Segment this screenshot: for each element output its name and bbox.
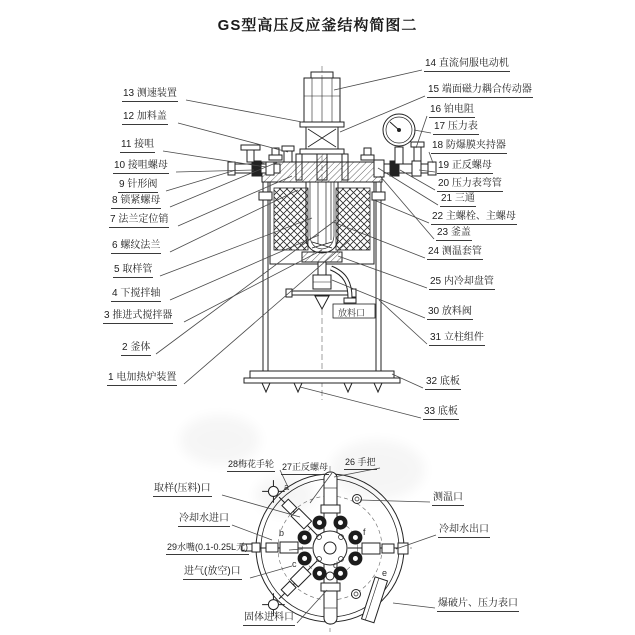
label-discharge-port-tag: 放料口 <box>338 308 366 318</box>
label-cooling-water-outlet: 冷却水出口 <box>438 524 490 538</box>
base-plate-drawing <box>244 371 400 392</box>
label-needle-valve: 9 针形阀 <box>118 179 158 193</box>
port-letter-e: e <box>382 568 388 578</box>
label-lock-nut: 8 锁紧螺母 <box>111 195 161 209</box>
label-thermowell: 24 测温套管 <box>427 246 483 260</box>
dc-servo-motor-drawing <box>304 72 340 122</box>
label-handle: 26 手把 <box>344 456 377 470</box>
label-threaded-flange: 6 螺纹法兰 <box>111 240 161 254</box>
label-speed-device: 13 测速装置 <box>122 88 178 102</box>
label-rupture-disc-holder: 18 防爆膜夹持器 <box>431 140 507 154</box>
label-gauge-bend-pipe: 20 压力表弯管 <box>437 178 503 192</box>
label-nozzle: 11 接咀 <box>120 139 155 153</box>
label-rupture-disc-port: 爆破片、压力表口 <box>437 598 519 612</box>
port-letter-c: c <box>292 559 297 569</box>
label-sampling-tube: 5 取样管 <box>113 264 153 278</box>
port-letter-a: a <box>284 482 290 492</box>
label-gas-vent-port: 进气(放空)口 <box>183 566 242 580</box>
label-platinum-rtd: 16 铂电阻 <box>429 104 475 118</box>
label-locknut-27: 27正反螺母 <box>281 461 329 475</box>
label-magnetic-coupler: 15 端面磁力耦合传动器 <box>427 84 533 98</box>
label-propeller-stirrer: 3 推进式搅拌器 <box>103 310 173 324</box>
label-sampling-port: 取样(压料)口 <box>153 483 212 497</box>
label-base-plate-33: 33 底板 <box>423 406 459 420</box>
label-water-nozzle: 29水嘴(0.1-0.25L无) <box>166 541 249 555</box>
label-cooling-water-inlet: 冷却水进口 <box>178 513 230 527</box>
hub-drawing <box>313 531 347 565</box>
port-letter-f: f <box>363 527 366 537</box>
label-plum-handwheel: 28梅花手轮 <box>227 458 275 472</box>
port-letter-b: b <box>279 528 285 538</box>
pressure-gauge-drawing <box>383 114 415 146</box>
port-letter-d: d <box>333 560 339 570</box>
page-title: GS型高压反应釜结构简图二 <box>217 17 418 34</box>
label-cooling-coil: 25 内冷却盘管 <box>429 276 495 290</box>
label-column-assembly: 31 立柱组件 <box>429 332 485 346</box>
label-main-bolts: 22 主螺栓、主螺母 <box>431 211 517 225</box>
magnetic-coupler-drawing <box>300 122 344 154</box>
label-tee: 21 三通 <box>440 193 476 207</box>
label-heating-furnace: 1 电加热炉装置 <box>107 372 177 386</box>
label-vessel-lid: 23 釜盖 <box>436 227 472 241</box>
label-base-plate-32: 32 底板 <box>425 376 461 390</box>
label-temp-port: 测温口 <box>432 492 464 506</box>
label-lower-stir-shaft: 4 下搅拌轴 <box>111 288 161 302</box>
gauge-piping-drawing <box>374 142 436 177</box>
label-feed-cover: 12 加料盖 <box>122 111 168 125</box>
label-discharge-valve: 30 放料阀 <box>427 306 473 320</box>
label-nozzle-nut: 10 接咀螺母 <box>113 160 169 174</box>
label-vessel-body: 2 釜体 <box>121 342 151 356</box>
label-solid-feed-port: 固体进料口 <box>243 612 295 626</box>
label-dc-servo-motor: 14 直流伺服电动机 <box>424 58 510 72</box>
label-locknut-19: 19 正反螺母 <box>437 160 493 174</box>
rupture-disc-plate-drawing <box>362 577 388 623</box>
furnace-vessel-drawing <box>270 182 374 264</box>
port-a-valve-drawing <box>262 480 323 541</box>
label-pressure-gauge: 17 压力表 <box>433 121 479 135</box>
label-flange-pin: 7 法兰定位销 <box>109 214 169 228</box>
